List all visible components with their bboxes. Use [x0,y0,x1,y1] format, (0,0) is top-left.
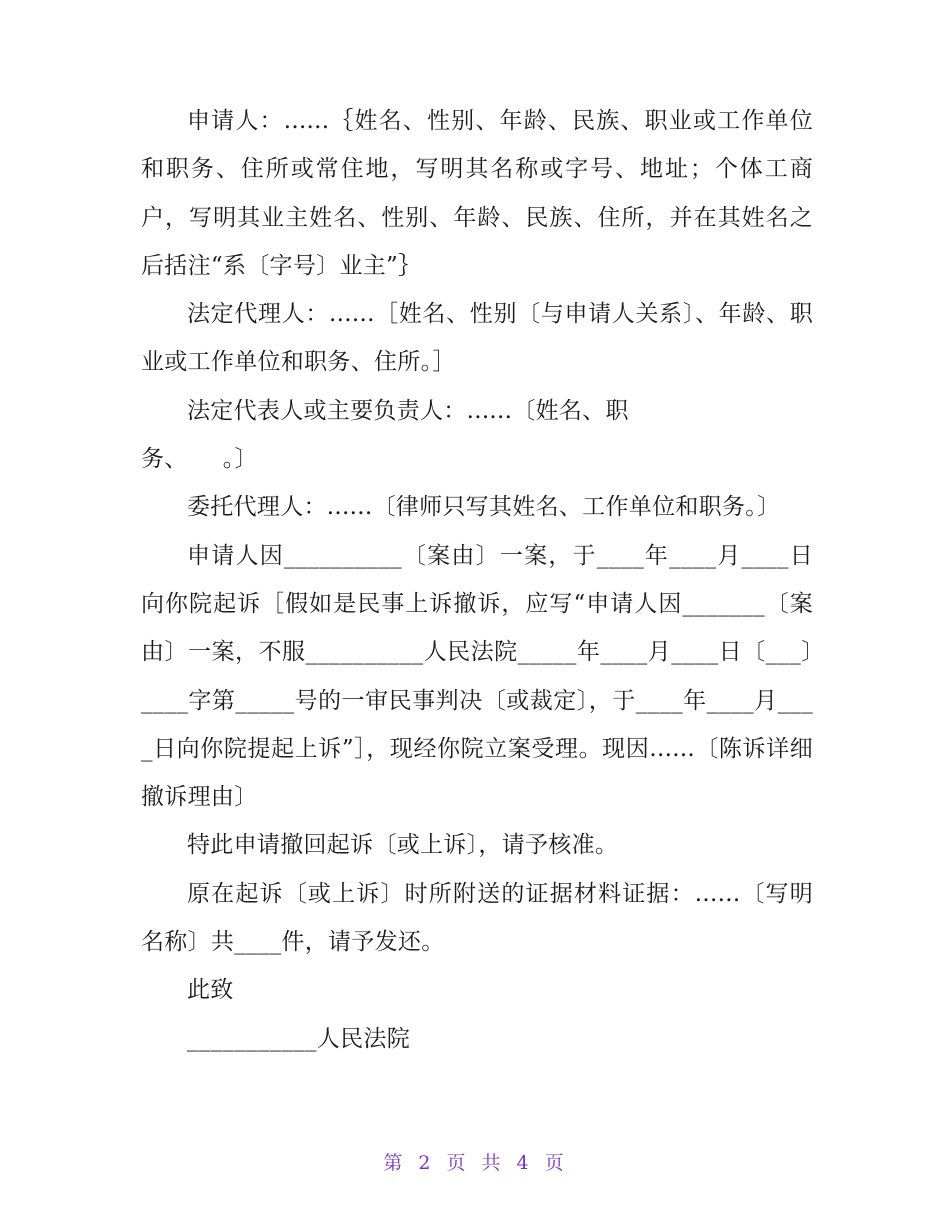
applicant-paragraph: 申请人：......｛姓名、性别、年龄、民族、职业或工作单位和职务、住所或常住地，写明其名称或字号、地址；个体工商户，写明其业主姓名、性别、年龄、民族、住所，并在其姓名之后括注“系〔字号〕业主”｝ [141,108,813,279]
salutation-line: 此致 [187,977,234,1004]
document-body [141,97,813,1063]
legal-agent-paragraph: 法定代理人：......［姓名、性别〔与申请人关系〕、年龄、职业或工作单位和职务、住所。］ [141,301,813,376]
legal-representative-paragraph: 法定代表人或主要负责人：......〔姓名、职 务、 。〕 [141,397,629,473]
case-statement-paragraph: 申请人因__________〔案由〕一案，于____年____月____日向你院起诉［假如是民事上诉撤诉，应写“申请人因_______〔案由〕一案，不服__________人民法院_____年____月____日〔___〕____字第_____号的一审民事判决〔或裁定〕，于____年____月____日向你院提起上诉”］，现经你院立案受理。现因......〔陈诉详细撤诉理由〕 [141,542,813,811]
evidence-return-paragraph: 原在起诉〔或上诉〕时所附送的证据材料证据：......〔写明名称〕共____件，请予发还。 [141,880,813,956]
page-number-footer: 第 2 页 共 4 页 [383,1152,567,1174]
withdrawal-request-paragraph: 特此申请撤回起诉〔或上诉〕，请予核准。 [187,832,619,859]
entrusted-agent-paragraph: 委托代理人：......〔律师只写其姓名、工作单位和职务。〕 [187,494,781,521]
court-addressee-line: ___________人民法院 [187,1025,410,1052]
